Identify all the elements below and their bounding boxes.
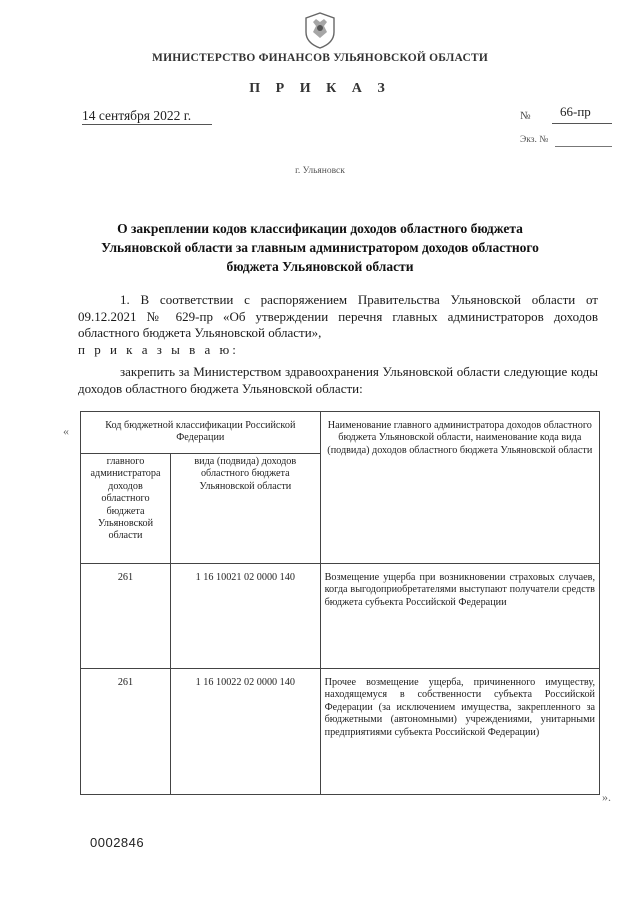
paragraph-1-text: 1. В соответствии с распоряжением Правительства Ульяновской области от 09.12.2021 № 629-пр «Об утверждении перечня главных администраторов доходов областного бюджета Ульяновской области»,	[78, 292, 598, 340]
table-row	[81, 669, 600, 795]
paragraph-1	[78, 292, 598, 358]
coat-of-arms-emblem	[302, 10, 338, 50]
header-admin-name: Наименование главного администратора доходов областного бюджета Ульяновской области, наименование кода вида (подвида) доходов областного бюджета Ульяновской области	[320, 412, 599, 564]
number-underline	[552, 123, 612, 124]
header-admin-code: главного администратора доходов областного бюджета Ульяновской области	[81, 454, 171, 564]
copy-number-label: Экз. №	[520, 135, 549, 145]
order-number: 66-пр	[560, 104, 591, 119]
prikazyvayu: п р и к а з ы в а ю:	[78, 341, 239, 357]
cell-admin-code: 261	[81, 564, 171, 669]
cell-income-name: Возмещение ущерба при возникновении страховых случаев, когда выгодоприобретателями выступают получатели средств бюджета субъекта Российской Федерации	[320, 564, 599, 669]
table-header-row	[81, 412, 600, 454]
cell-income-code: 1 16 10022 02 0000 140	[170, 669, 320, 795]
opening-quote-mark: «	[63, 424, 69, 438]
document-id: 0002846	[90, 835, 145, 850]
order-number-label: №	[520, 110, 531, 122]
closing-quote-mark: ».	[602, 790, 611, 804]
city: г. Ульяновск	[295, 166, 345, 176]
date-underline	[82, 124, 212, 125]
header-income-type-code: вида (подвида) доходов областного бюджета Ульяновской области	[170, 454, 320, 564]
cell-admin-code: 261	[81, 669, 171, 795]
codes-table	[80, 411, 600, 795]
header-budget-code-group: Код бюджетной классификации Российской Федерации	[81, 412, 321, 454]
order-title: П Р И К А З	[249, 81, 391, 96]
table-row	[81, 564, 600, 669]
order-date: 14 сентября 2022 г.	[82, 108, 192, 123]
cell-income-code: 1 16 10021 02 0000 140	[170, 564, 320, 669]
paragraph-2: закрепить за Министерством здравоохранения Ульяновской области следующие коды доходов областного бюджета Ульяновской области:	[78, 364, 598, 396]
cell-income-name: Прочее возмещение ущерба, причиненного имуществу, находящемуся в собственности субъекта Российской Федерации (за исключением имущества, закрепленного за бюджетными (автономными) учреждениями, унитарными предприятиями субъекта Российской Федерации)	[320, 669, 599, 795]
copy-number-underline	[555, 146, 612, 147]
ministry-name: МИНИСТЕРСТВО ФИНАНСОВ УЛЬЯНОВСКОЙ ОБЛАСТИ	[152, 52, 488, 64]
document-heading: О закреплении кодов классификации доходов областного бюджета Ульяновской области за главным администратором доходов областного бюджета Ульяновской области	[101, 221, 539, 274]
